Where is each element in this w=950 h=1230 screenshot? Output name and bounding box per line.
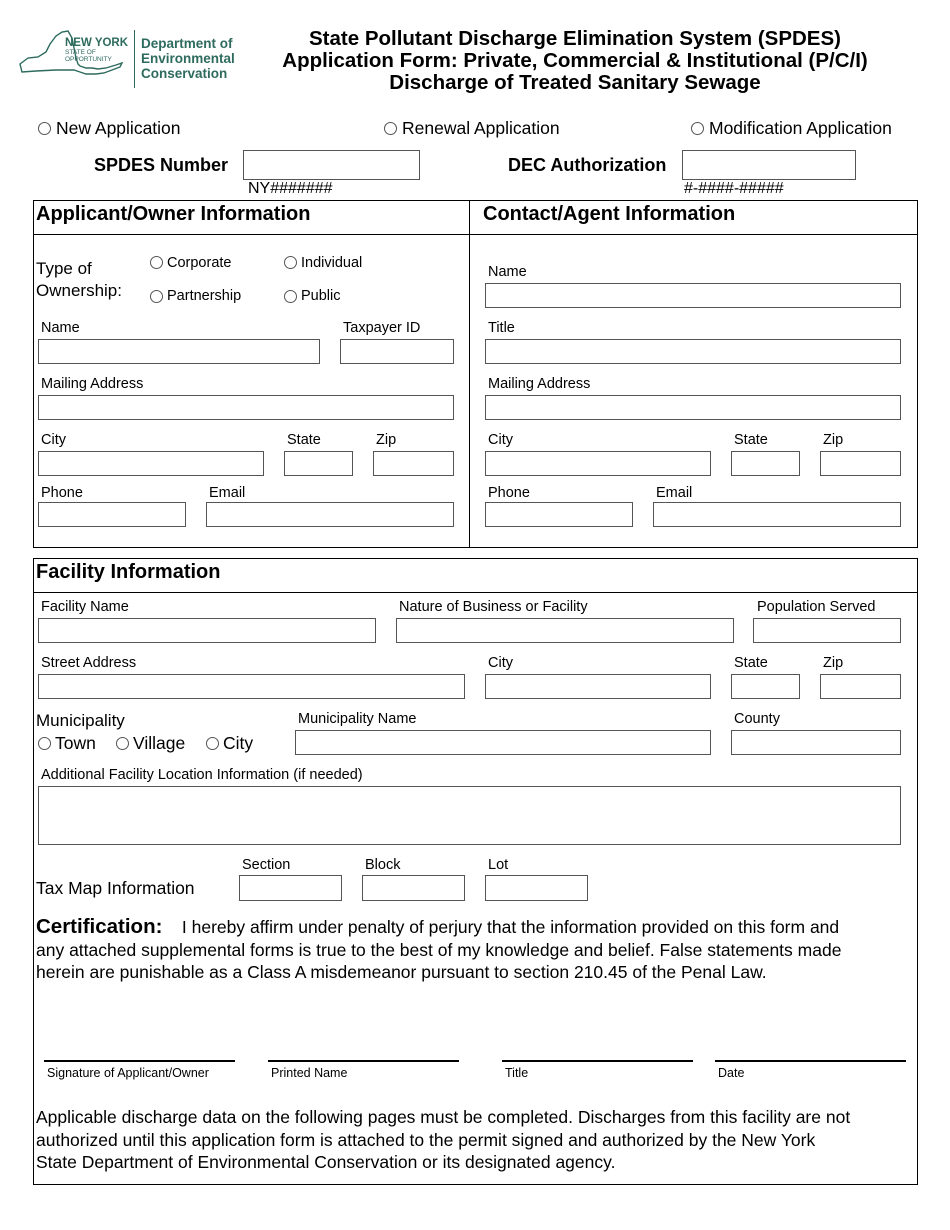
taxpayer-id-label: Taxpayer ID [343,320,421,336]
applicant-contact-section [33,200,918,548]
contact-mailing-address-label: Mailing Address [488,376,591,392]
logo-divider [134,30,135,88]
facility-name-label: Facility Name [41,599,129,615]
certification-line3: herein are punishable as a Class A misdemeanor pursuant to section 210.45 of the Penal Law. [36,962,767,982]
applicant-state-label: State [287,432,321,448]
signature-label: Signature of Applicant/Owner [47,1066,209,1080]
additional-location-label: Additional Facility Location Information (if needed) [41,767,363,783]
applicant-state-input[interactable] [284,451,353,476]
facility-zip-label: Zip [823,655,844,671]
logo-dept-line2: Environmental [141,51,235,66]
municipality-label: Municipality [36,711,125,730]
ownership-type-label [36,258,122,302]
facility-information-heading: Facility Information [36,561,221,583]
contact-city-input[interactable] [485,451,711,476]
printed-name-line[interactable] [268,1060,459,1062]
contact-state-label: State [734,432,768,448]
contact-state-input[interactable] [731,451,800,476]
contact-title-input[interactable] [485,339,901,364]
applicant-zip-label: Zip [376,432,397,448]
population-served-label: Population Served [757,599,876,615]
title-label: Title [505,1066,529,1080]
spdes-number-format: NY####### [248,180,333,197]
applicant-zip-input[interactable] [373,451,454,476]
applicant-city-label: City [41,432,66,448]
footer-line3: State Department of Environmental Conservation or its designated agency. [36,1152,616,1172]
spdes-number-input[interactable] [243,150,420,180]
ownership-individual-label: Individual [301,255,363,271]
logo-state-of: STATE OF [65,49,96,56]
tax-map-label: Tax Map Information [36,878,195,898]
dec-authorization-format: #-####-##### [684,180,784,197]
county-label: County [734,711,780,727]
renewal-application-label: Renewal Application [402,118,560,138]
municipality-name-input[interactable] [295,730,711,755]
municipality-city-radio[interactable] [206,737,219,750]
ownership-public-label: Public [301,288,341,304]
ownership-partnership-radio[interactable] [150,290,163,303]
footer-line2: authorized until this application form is attached to the permit signed and authorized by the New York [36,1129,816,1150]
facility-zip-input[interactable] [820,674,901,699]
contact-zip-input[interactable] [820,451,901,476]
logo-dept-line1: Department of [141,36,233,51]
footer-line1: Applicable discharge data on the following pages must be completed. Discharges from this facility are not [36,1107,851,1127]
municipality-village-radio[interactable] [116,737,129,750]
facility-state-input[interactable] [731,674,800,699]
block-input[interactable] [362,875,465,901]
facility-name-input[interactable] [38,618,376,643]
facility-section [33,558,918,1185]
municipality-town-radio[interactable] [38,737,51,750]
ownership-public-radio[interactable] [284,290,297,303]
spdes-number-label: SPDES Number [94,155,229,175]
signature-line[interactable] [44,1060,235,1062]
facility-state-label: State [734,655,768,671]
date-line[interactable] [715,1060,906,1062]
population-served-input[interactable] [753,618,901,643]
municipality-city-label: City [223,733,254,753]
modification-application-label: Modification Application [709,118,892,138]
contact-phone-label: Phone [488,485,530,501]
form-title-line2: Application Form: Private, Commercial & Institutional (P/C/I) [282,49,868,72]
dec-authorization-label: DEC Authorization [508,155,667,175]
facility-street-input[interactable] [38,674,465,699]
municipality-village-label: Village [133,733,186,753]
contact-name-input[interactable] [485,283,901,308]
ownership-label-line2: Ownership: [36,281,122,300]
contact-title-label: Title [488,320,515,336]
taxpayer-id-input[interactable] [340,339,454,364]
applicant-mailing-address-input[interactable] [38,395,454,420]
ownership-corporate-radio[interactable] [150,256,163,269]
printed-name-label: Printed Name [271,1066,348,1080]
ownership-label-line1: Type of [36,259,92,278]
logo-opportunity: OPPORTUNITY [65,56,112,63]
footer-note [36,1106,914,1174]
contact-name-label: Name [488,264,527,280]
certification-line2: any attached supplemental forms is true to the best of my knowledge and belief. False statements made [36,939,842,960]
lot-label: Lot [488,857,509,873]
certification-line1: I hereby affirm under penalty of perjury that the information provided on this form and [181,917,840,937]
ownership-individual-radio[interactable] [284,256,297,269]
contact-city-label: City [488,432,513,448]
county-input[interactable] [731,730,901,755]
applicant-city-input[interactable] [38,451,264,476]
form-title-line3: Discharge of Treated Sanitary Sewage [389,71,761,94]
section-input[interactable] [239,875,342,901]
contact-phone-input[interactable] [485,502,633,527]
renewal-application-radio[interactable] [384,122,397,135]
applicant-name-input[interactable] [38,339,320,364]
contact-agent-heading: Contact/Agent Information [483,203,736,225]
facility-header-divider [33,592,918,593]
applicant-header-divider [33,234,918,235]
logo-new-york: NEW YORK [65,37,129,49]
municipality-name-label: Municipality Name [298,711,417,727]
ownership-corporate-label: Corporate [167,255,232,271]
title-line[interactable] [502,1060,693,1062]
municipality-town-label: Town [55,733,96,753]
applicant-email-input[interactable] [206,502,454,527]
facility-street-label: Street Address [41,655,137,671]
dec-authorization-input[interactable] [682,150,856,180]
applicant-contact-divider [469,200,470,548]
applicant-owner-heading: Applicant/Owner Information [36,203,311,225]
block-label: Block [365,857,401,873]
new-application-radio[interactable] [38,122,51,135]
nature-of-business-label: Nature of Business or Facility [399,599,588,615]
applicant-phone-label: Phone [41,485,83,501]
contact-mailing-address-input[interactable] [485,395,901,420]
new-application-label: New Application [56,118,181,138]
contact-zip-label: Zip [823,432,844,448]
contact-email-input[interactable] [653,502,901,527]
nature-of-business-input[interactable] [396,618,734,643]
section-label: Section [242,857,291,873]
applicant-name-label: Name [41,320,80,336]
form-title-line1: State Pollutant Discharge Elimination System (SPDES) [309,27,841,50]
date-label: Date [718,1066,745,1080]
applicant-email-label: Email [209,485,246,501]
nys-dec-logo [16,28,246,90]
logo-dept-line3: Conservation [141,66,228,81]
contact-email-label: Email [656,485,693,501]
lot-input[interactable] [485,875,588,901]
ownership-partnership-label: Partnership [167,288,242,304]
certification-heading: Certification: [36,915,163,938]
applicant-mailing-address-label: Mailing Address [41,376,144,392]
facility-city-input[interactable] [485,674,711,699]
applicant-phone-input[interactable] [38,502,186,527]
certification-text [36,916,914,984]
additional-location-input[interactable] [38,786,901,845]
modification-application-radio[interactable] [691,122,704,135]
facility-city-label: City [488,655,513,671]
